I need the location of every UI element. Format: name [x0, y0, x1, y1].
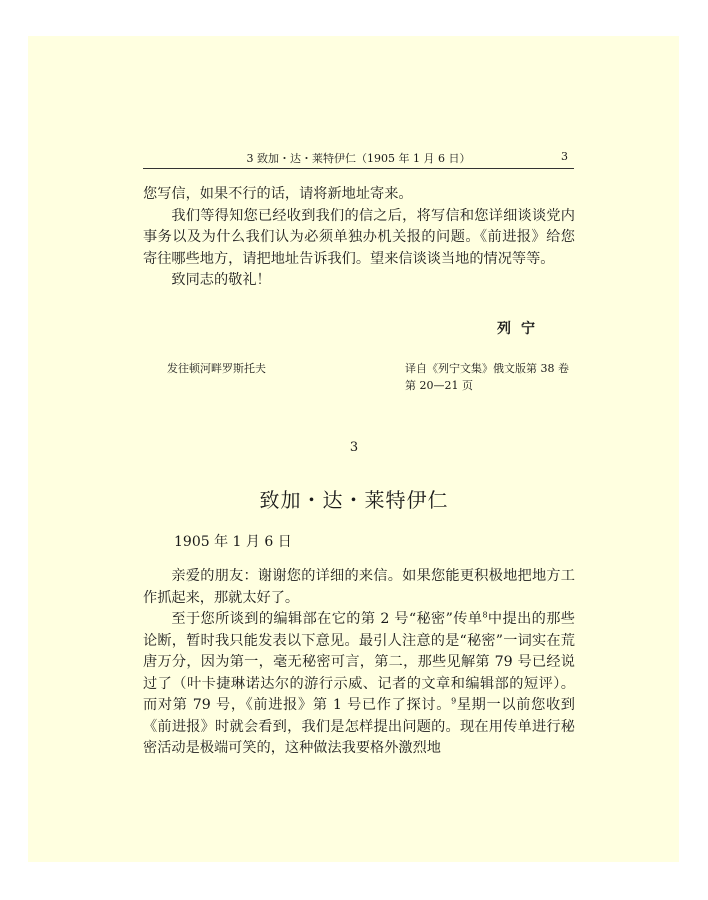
letter-title: 致加・达・莱特伊仁 [259, 488, 449, 512]
source-line: 第 20—21 页 [405, 379, 473, 392]
text-run: 中提出的那些论断，暂时我只能发表以下意见。最引人注意的是“秘密”一词实在荒唐万分，因为第一，毫无秘密可言，第二，那些见解第 79 号已经说过了（叶卡捷琳诺达尔的游行示威、记者的文章和编辑部的短评）。而对第 79 号，《前进报》第 1 号已作了探讨。 [143, 611, 575, 713]
letter-body [143, 566, 575, 760]
footnote-ref[interactable]: 9 [451, 696, 457, 706]
signature: 列宁 [497, 321, 545, 337]
sent-to-note: 发往顿河畔罗斯托夫 [167, 362, 266, 375]
paragraph: 您写信，如果不行的话，请将新地址寄来。 [143, 186, 413, 202]
header-title: 3 致加・达・莱特伊仁（1905 年 1 月 6 日） [246, 152, 471, 165]
text-run: 至于您所谈到的编辑部在它的第 2 号“秘密”传单 [171, 611, 483, 627]
footnote-ref[interactable]: 8 [482, 610, 488, 620]
section-number: 3 [349, 440, 359, 455]
source-note [405, 360, 569, 394]
page-number: 3 [561, 150, 568, 163]
source-line: 译自《列宁文集》俄文版第 38 卷 [405, 362, 569, 375]
running-header [143, 150, 574, 169]
paragraph [143, 609, 575, 760]
paragraph: 我们等得知您已经收到我们的信之后，将写信和您详细谈谈党内事务以及为什么我们认为必须单独办机关报的问题。《前进报》给您寄往哪些地方，请把地址告诉我们。望来信谈谈当地的情况等等。 [143, 207, 575, 267]
letter-date: 1905 年 1 月 6 日 [174, 534, 292, 550]
paragraph: 亲爱的朋友：谢谢您的详细的来信。如果您能更积极地把地方工作抓起来，那就太好了。 [143, 568, 575, 606]
text-run: 星期一以前您收到《前进报》时就会看到，我们是怎样提出问题的。现在用传单进行秘密活动是极端可笑的，这种做法我要格外激烈地 [143, 697, 575, 756]
closing-line: 致同志的敬礼！ [171, 272, 271, 288]
letter-ending [143, 184, 575, 292]
